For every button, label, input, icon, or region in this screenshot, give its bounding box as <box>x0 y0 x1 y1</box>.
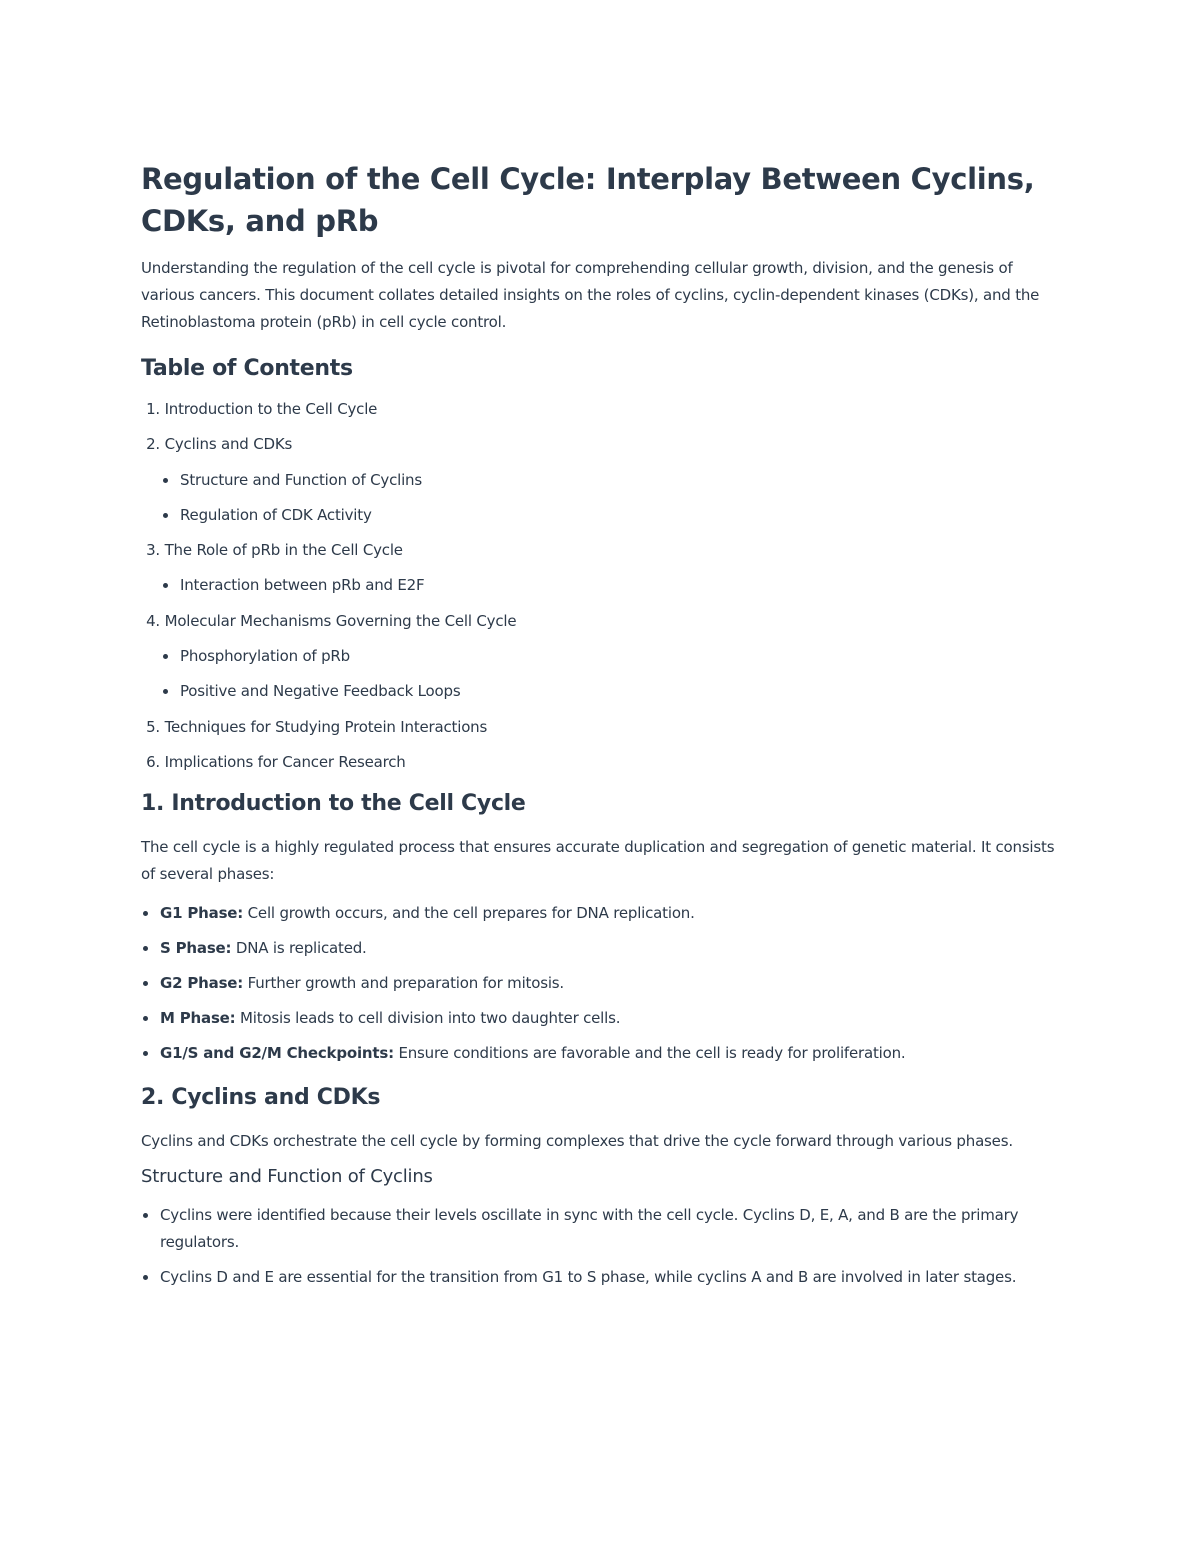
phase-label: G1 Phase: <box>160 903 244 922</box>
list-item <box>141 1040 1061 1067</box>
toc-subitem-feedback-loops[interactable] <box>141 680 1061 702</box>
phase-text: Cell growth occurs, and the cell prepares for DNA replication. <box>243 903 695 922</box>
toc-number: 1. <box>146 400 160 418</box>
bullet-icon <box>163 654 168 659</box>
bullet-icon <box>143 1051 148 1056</box>
toc-item-3[interactable] <box>141 539 1061 561</box>
list-item-text: Cyclins D and E are essential for the transition from G1 to S phase, while cyclins A and B are involved in later stages. <box>160 1267 1017 1286</box>
toc-number: 5. <box>146 717 160 736</box>
phase-text: Further growth and preparation for mitosis. <box>243 973 564 992</box>
bullet-icon <box>163 478 168 483</box>
bullet-icon <box>163 513 168 518</box>
toc-item-1[interactable] <box>141 398 1061 420</box>
toc-label: Introduction to the Cell Cycle <box>164 400 378 418</box>
toc-sub-label: Phosphorylation of pRb <box>180 647 350 666</box>
document-title: Regulation of the Cell Cycle: Interplay Between Cyclins, CDKs, and pRb <box>141 162 1035 238</box>
table-of-contents <box>141 398 1061 773</box>
bullet-icon <box>143 1016 148 1021</box>
toc-item-2[interactable] <box>141 433 1061 455</box>
toc-item-6[interactable] <box>141 751 1061 773</box>
toc-subitem-phosphorylation[interactable] <box>141 645 1061 667</box>
list-item <box>141 935 1061 962</box>
section-2-heading: 2. Cyclins and CDKs <box>141 1084 381 1110</box>
bullet-icon <box>143 1275 148 1280</box>
section-2-paragraph: Cyclins and CDKs orchestrate the cell cycle by forming complexes that drive the cycle forward through various phases. <box>141 1131 1013 1150</box>
section-1-heading: 1. Introduction to the Cell Cycle <box>141 790 526 816</box>
toc-item-4[interactable] <box>141 610 1061 632</box>
phase-label: S Phase: <box>160 938 232 957</box>
section-1-paragraph: The cell cycle is a highly regulated process that ensures accurate duplication and segregation of genetic material. It consists of several phases: <box>141 837 1055 883</box>
phase-text: Mitosis leads to cell division into two daughter cells. <box>235 1008 621 1027</box>
toc-number: 2. <box>146 435 160 454</box>
toc-sub-label: Positive and Negative Feedback Loops <box>180 682 461 701</box>
bullet-icon <box>163 689 168 694</box>
phase-text: DNA is replicated. <box>231 938 367 957</box>
list-item <box>141 1202 1061 1256</box>
list-item <box>141 900 1061 927</box>
bullet-icon <box>143 946 148 951</box>
toc-number: 4. <box>146 611 160 630</box>
list-item-text: Cyclins were identified because their levels oscillate in sync with the cell cycle. Cyclins D, E, A, and B are the primary regulators. <box>160 1205 1019 1251</box>
toc-subitem-cdk-activity[interactable] <box>141 504 1061 526</box>
phase-label: M Phase: <box>160 1008 236 1027</box>
toc-label: Techniques for Studying Protein Interactions <box>164 717 488 736</box>
toc-label: Cyclins and CDKs <box>164 435 293 454</box>
intro-paragraph: Understanding the regulation of the cell cycle is pivotal for comprehending cellular growth, division, and the genesis of various cancers. This document collates detailed insights on the roles of cyclins, cyclin-dependent kinases (CDKs), and the Retinoblastoma protein (pRb) in cell cycle control. <box>141 259 1040 331</box>
toc-subitem-structure-cyclins[interactable] <box>141 469 1061 491</box>
subsection-heading: Structure and Function of Cyclins <box>141 1165 433 1187</box>
toc-subitem-prb-e2f[interactable] <box>141 574 1061 596</box>
bullet-icon <box>143 981 148 986</box>
list-item <box>141 970 1061 997</box>
cyclin-list <box>141 1202 1061 1291</box>
document-page <box>141 158 1061 1299</box>
phase-list <box>141 900 1061 1067</box>
toc-number: 3. <box>146 541 160 560</box>
phase-text: Ensure conditions are favorable and the cell is ready for proliferation. <box>393 1043 906 1062</box>
bullet-icon <box>143 911 148 916</box>
toc-label: Implications for Cancer Research <box>164 752 406 771</box>
toc-sub-label: Regulation of CDK Activity <box>180 505 372 524</box>
phase-label: G1/S and G2/M Checkpoints: <box>160 1043 394 1062</box>
toc-label: The Role of pRb in the Cell Cycle <box>164 541 403 560</box>
bullet-icon <box>163 583 168 588</box>
toc-heading: Table of Contents <box>141 356 353 381</box>
list-item <box>141 1005 1061 1032</box>
toc-sub-label: Structure and Function of Cyclins <box>180 470 422 489</box>
bullet-icon <box>143 1213 148 1218</box>
toc-item-5[interactable] <box>141 716 1061 738</box>
toc-number: 6. <box>146 752 160 771</box>
toc-label: Molecular Mechanisms Governing the Cell Cycle <box>164 611 517 630</box>
toc-sub-label: Interaction between pRb and E2F <box>180 576 425 595</box>
list-item <box>141 1264 1061 1291</box>
phase-label: G2 Phase: <box>160 973 244 992</box>
